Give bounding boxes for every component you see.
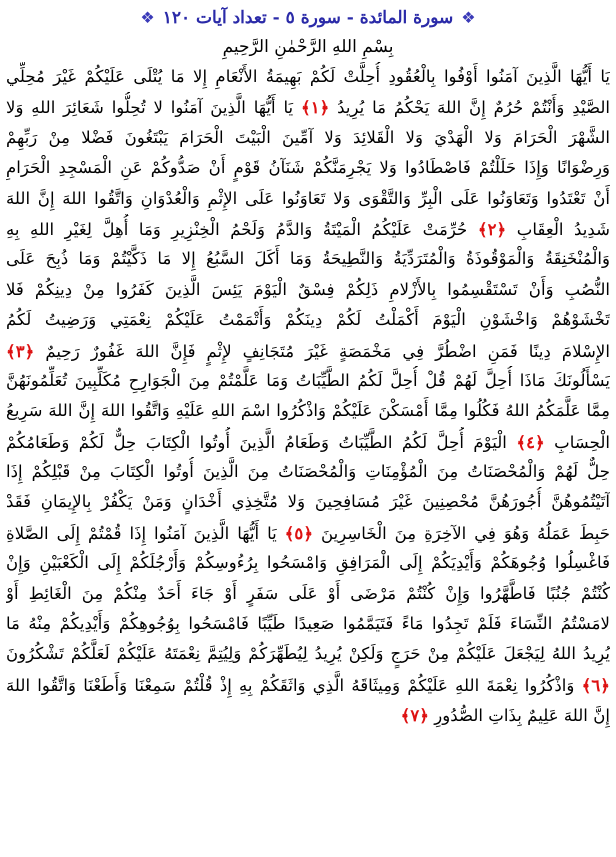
verse-line: يُرِيدُ اللهُ لِيَجْعَلَ عَلَيْكُمْ مِنْ حَرَجٍ وَلَكِنْ يُرِيدُ لِيُطَهِّرَكُمْ وَلِيُتِمَّ نِعْمَتَهُ عَلَيْكُمْ لَعَلَّكُمْ تَشْكُرُونَ [6,644,610,664]
ayah-number-marker: ﴿٦﴾ [581,674,610,695]
ayah-number-marker: ﴿٧﴾ [400,705,429,726]
ayah-number-marker: ﴿٥﴾ [284,522,314,543]
verse-line: مِمَّا عَلَّمَكُمُ اللهُ فَكُلُوا مِمَّا أَمْسَكْنَ عَلَيْكُمْ وَاذْكُرُوا اسْمَ اللهِ عَلَيْهِ وَاتَّقُوا اللهَ إِنَّ اللهَ سَرِيعُ [6,401,610,421]
verse-line: الإِسْلامَ دِينًا فَمَنِ اضْطُرَّ فِي مَخْمَصَةٍ غَيْرَ مُتَجَانِفٍ لإِثْمٍ فَإِنَّ اللهَ غَفُورٌ رَحِيمٌ ﴿٣﴾ [6,340,610,361]
ayah-number-marker: ﴿١﴾ [300,97,330,118]
verse-line: حَبِطَ عَمَلُهُ وَهُوَ فِي الآخِرَةِ مِنَ الْخَاسِرِينَ ﴿٥﴾ يَا أَيُّهَا الَّذِينَ آمَنُوا إِذَا قُمْتُمْ إِلَى الصَّلاةِ [6,522,610,543]
verse-line: ﴿٦﴾ وَاذْكُرُوا نِعْمَةَ اللهِ عَلَيْكُمْ وَمِيثَاقَهُ الَّذِي وَاثَقَكُمْ بِهِ إِذْ قُلْتُمْ سَمِعْنَا وَأَطَعْنَا وَاتَّقُوا اللهَ [6,674,610,695]
verse-line: وَالْمُنْخَنِقَةُ وَالْمَوْقُوذَةُ وَالْمُتَرَدِّيَةُ وَالنَّطِيحَةُ وَمَا أَكَلَ السَّبُعُ إِلا مَا ذَكَّيْتُمْ وَمَا ذُبِحَ عَلَى [6,249,610,269]
verse-line: الْحِسَابِ ﴿٤﴾ الْيَوْمَ أُحِلَّ لَكُمُ الطَّيِّبَاتُ وَطَعَامُ الَّذِينَ أُوتُوا الْكِتَابَ حِلٌّ لَكُمْ وَطَعَامُكُمْ [6,431,610,452]
verse-line: يَسْأَلُونَكَ مَاذَا أُحِلَّ لَهُمْ قُلْ أُحِلَّ لَكُمُ الطَّيِّبَاتُ وَمَا عَلَّمْتُمْ مِنَ الْجَوَارِحِ مُكَلِّبِينَ تُعَلِّمُونَهُنَّ [6,370,610,390]
verse-line: إِنَّ اللهَ عَلِيمٌ بِذَاتِ الصُّدُورِ ﴿٧﴾ [400,705,610,726]
surah-text [6,62,610,731]
verse-line: شَدِيدُ الْعِقَابِ ﴿٢﴾ حُرِّمَتْ عَلَيْكُمُ الْمَيْتَةُ وَالدَّمُ وَلَحْمُ الْخِنْزِيرِ وَمَا أُهِلَّ لِغَيْرِ اللهِ بِهِ [6,218,610,239]
verse-line: أَنْ تَعْتَدُوا وَتَعَاوَنُوا عَلَى الْبِرِّ وَالتَّقْوَى وَلا تَعَاوَنُوا عَلَى الإِثْمِ وَالْعُدْوَانِ وَاتَّقُوا اللهَ إِنَّ اللهَ [6,188,610,208]
verse-line: كُنْتُمْ جُنُبًا فَاطَّهَّرُوا وَإِنْ كُنْتُمْ مَرْضَى أَوْ عَلَى سَفَرٍ أَوْ جَاءَ أَحَدٌ مِنْكُمْ مِنَ الْغَائِطِ أَوْ [6,583,610,603]
verse-line: يَا أَيُّهَا الَّذِينَ آمَنُوا أَوْفُوا بِالْعُقُودِ أُحِلَّتْ لَكُمْ بَهِيمَةُ الأَنْعَامِ إِلا مَا يُتْلَى عَلَيْكُمْ غَيْرَ مُحِلِّي [6,67,610,86]
ornament-icon: ❖ [140,8,155,27]
ayah-number-marker: ﴿٤﴾ [516,431,545,452]
basmala: بِسْمِ اللهِ الرَّحْمٰنِ الرَّحِيمِ [222,37,394,57]
verse-line: الصَّيْدِ وَأَنْتُمْ حُرُمٌ إِنَّ اللهَ يَحْكُمُ مَا يُرِيدُ ﴿١﴾ يَا أَيُّهَا الَّذِينَ آمَنُوا لا تُحِلُّوا شَعَائِرَ اللهِ وَلا [6,97,610,118]
ayah-number-marker: ﴿٣﴾ [6,340,35,361]
verse-line: آتَيْتُمُوهُنَّ أُجُورَهُنَّ مُحْصِنِينَ غَيْرَ مُسَافِحِينَ وَلا مُتَّخِذِي أَخْدَانٍ وَمَنْ يَكْفُرْ بِالإِيمَانِ فَقَدْ [6,492,610,512]
verse-line: تَخْشَوْهُمْ وَاخْشَوْنِ الْيَوْمَ أَكْمَلْتُ لَكُمْ دِينَكُمْ وَأَتْمَمْتُ عَلَيْكُمْ نِعْمَتِي وَرَضِيتُ لَكُمُ [6,310,610,330]
surah-header [6,4,610,32]
surah-title: سورة المائدة - سورة ٥ - تعداد آيات ١٢٠ [162,8,454,28]
verse-line: فَاغْسِلُوا وُجُوهَكُمْ وَأَيْدِيَكُمْ إِلَى الْمَرَافِقِ وَامْسَحُوا بِرُءُوسِكُمْ وَأَرْجُلَكُمْ إِلَى الْكَعْبَيْنِ وَإِنْ [6,553,610,573]
verse-line: لامَسْتُمُ النِّسَاءَ فَلَمْ تَجِدُوا مَاءً فَتَيَمَّمُوا صَعِيدًا طَيِّبًا فَامْسَحُوا بِوُجُوهِكُمْ وَأَيْدِيكُمْ مِنْهُ مَا [6,614,610,634]
verse-line: حِلٌّ لَهُمْ وَالْمُحْصَنَاتُ مِنَ الْمُؤْمِنَاتِ وَالْمُحْصَنَاتُ مِنَ الَّذِينَ أُوتُوا الْكِتَابَ مِنْ قَبْلِكُمْ إِذَا [6,462,610,482]
ayah-number-marker: ﴿٢﴾ [477,218,507,239]
verse-line: وَرِضْوَانًا وَإِذَا حَلَلْتُمْ فَاصْطَادُوا وَلا يَجْرِمَنَّكُمْ شَنَآنُ قَوْمٍ أَنْ صَدُّوكُمْ عَنِ الْمَسْجِدِ الْحَرَامِ [6,158,610,178]
verse-line: النُّصُبِ وَأَنْ تَسْتَقْسِمُوا بِالأَزْلامِ ذَلِكُمْ فِسْقٌ الْيَوْمَ يَئِسَ الَّذِينَ كَفَرُوا مِنْ دِينِكُمْ فَلا [6,279,610,299]
ornament-icon: ❖ [461,8,476,27]
verse-line: الشَّهْرَ الْحَرَامَ وَلا الْهَدْيَ وَلا الْقَلائِدَ وَلا آمِّينَ الْبَيْتَ الْحَرَامَ يَبْتَغُونَ فَضْلا مِنْ رَبِّهِمْ [6,127,610,147]
